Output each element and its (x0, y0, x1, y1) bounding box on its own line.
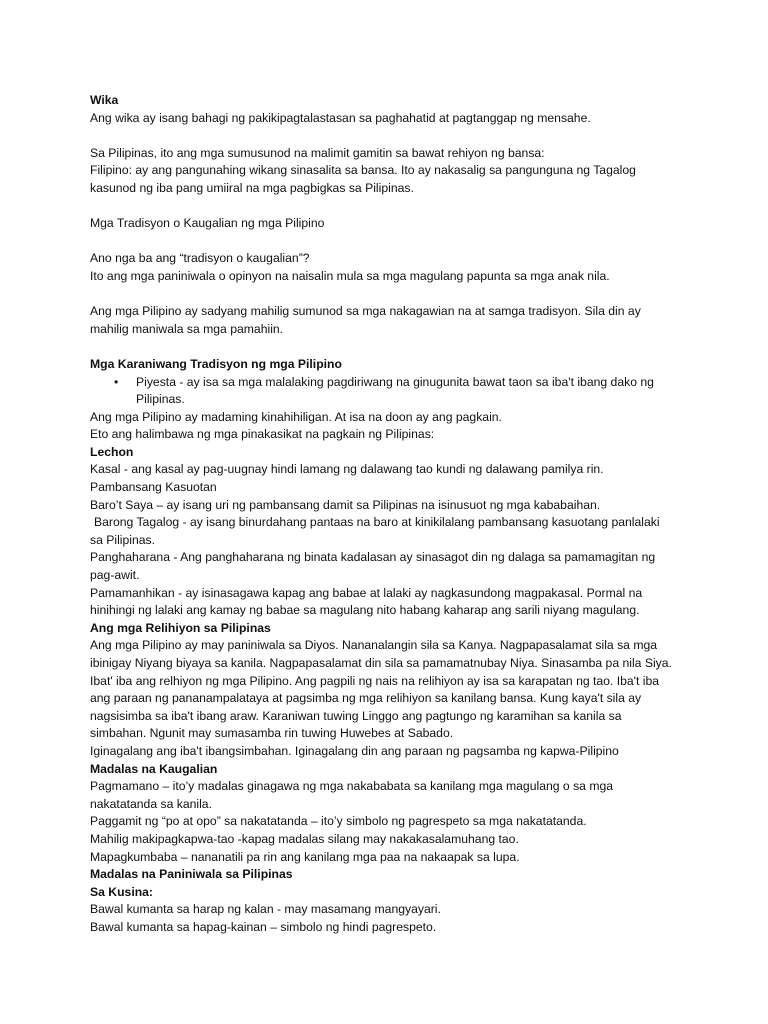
paragraph-line: Barong Tagalog - ay isang binurdahang pantaas na baro at kinikilalang pambansang kasuotang panlalaki (94, 515, 660, 530)
paragraph-line: sa Pilipinas. (90, 532, 156, 547)
paragraph-line: nagsisimba sa iba't ibang araw. Karaniwan tuwing Linggo ang pagtungo ng karamihan sa kanila sa (90, 708, 622, 723)
paragraph-line: Pamamanhikan - ay isinasagawa kapag ang babae at lalaki ay nagkasundong magpakasal. Pormal na (90, 585, 643, 600)
blank-line (90, 233, 690, 251)
paragraph-line: Mahilig makipagkapwa-tao -kapag madalas silang may nakakasalamuhang tao. (90, 831, 519, 846)
section-line: Mga Tradisyon o Kaugalian ng mga Pilipino (90, 216, 325, 231)
bullet-list (90, 374, 690, 409)
paragraph-line: Sa Pilipinas, ito ang mga sumusunod na malimit gamitin sa bawat rehiyon ng bansa: (90, 145, 545, 160)
paragraph-line: mahilig maniwala sa mga pamahiin. (90, 321, 284, 336)
document-body (90, 92, 690, 937)
section-heading: Madalas na Paniniwala sa Pilipinas (90, 867, 293, 882)
paragraph-line: Ang mga Pilipino ay may paniniwala sa Diyos. Nananalangin sila sa Kanya. Nagpapasalamat sila sa mga (90, 638, 658, 653)
bullet-item (90, 374, 690, 409)
section-heading: Ang mga Relihiyon sa Pilipinas (90, 620, 271, 635)
bullet-text: Pilipinas. (136, 392, 185, 407)
paragraph-line: Ang mga Pilipino ay sadyang mahilig sumunod sa mga nakagawian na at samga tradisyon. Sila din ay (90, 304, 641, 319)
paragraph-line: Panghaharana - Ang panghaharana ng binata kadalasan ay sinasagot din ng dalaga sa pamamagitan ng (90, 550, 656, 565)
paragraph-line: hinihingi ng lalaki ang kamay ng babae sa magulang nito habang kaharap ang sarili niyang magulang. (90, 603, 640, 618)
paragraph-line: Ito ang mga paniniwala o opinyon na naisalin mula sa mga magulang papunta sa mga anak nila. (90, 268, 610, 283)
paragraph-line: Kasal - ang kasal ay pag-uugnay hindi lamang ng dalawang tao kundi ng dalawang pamilya rin. (90, 462, 604, 477)
bullet-icon: • (114, 374, 119, 389)
paragraph-line: Eto ang halimbawa ng mga pinakasikat na pagkain ng Pilipinas: (90, 427, 435, 442)
paragraph-line: Paggamit ng “po at opo” sa nakatatanda – ito’y simbolo ng pagrespeto sa mga nakatatanda. (90, 814, 587, 829)
paragraph-line: Ang mga Pilipino ay madaming kinahihiligan. At isa na doon ay ang pagkain. (90, 409, 502, 424)
paragraph-line: Iginagalang ang iba't ibangsimbahan. Iginagalang din ang paraan ng pagsamba ng kapwa-Pilipino (90, 743, 619, 758)
section-heading: Madalas na Kaugalian (90, 761, 218, 776)
paragraph-line: simbahan. Ngunit may sumasamba rin tuwing Huwebes at Sabado. (90, 726, 454, 741)
paragraph-line: ibinigay Niyang biyaya sa kanila. Nagpapasalamat din sila sa pamamatnubay Niya. Sinasamba pa nila Siya. (90, 656, 672, 670)
blank-line (90, 198, 690, 216)
blank-line (90, 127, 690, 145)
document-title: Wika (90, 93, 119, 107)
paragraph-line: Baro’t Saya – ay isang uri ng pambansang damit sa Pilipinas na isinusuot ng mga kababaihan. (90, 497, 601, 512)
paragraph-line: pag-awit. (90, 568, 140, 583)
bullet-text: Piyesta - ay isa sa mga malalaking pagdiriwang na ginugunita bawat taon sa iba't ibang dako ng (136, 374, 654, 389)
paragraph-line: Pambansang Kasuotan (90, 480, 217, 495)
subsection-heading: Sa Kusina: (90, 884, 153, 899)
paragraph-line: kasunod ng iba pang umiiral na mga pagbigkas sa Pilipinas. (90, 180, 414, 195)
paragraph-line: Bawal kumanta sa harap ng kalan - may masamang mangyayari. (90, 902, 441, 917)
paragraph-line: Ibat' iba ang relhiyon ng mga Pilipino. Ang pagpili ng nais na relihiyon ay isa sa karapatan ng tao. Iba't iba (90, 673, 660, 688)
paragraph-line: Bawal kumanta sa hapag-kainan – simbolo ng hindi pagrespeto. (90, 919, 437, 934)
section-heading: Lechon (90, 444, 134, 459)
paragraph-line: ang paraan ng pananampalataya at pagsimba ng mga relihiyon sa kanilang bansa. Kung kaya't sila ay (90, 691, 642, 706)
paragraph-line: Ano nga ba ang “tradisyon o kaugalian”? (90, 251, 310, 266)
blank-line (90, 338, 690, 356)
paragraph-line: Filipino: ay ang pangunahing wikang sinasalita sa bansa. Ito ay nakasalig sa pangunguna ng Tagalog (90, 163, 636, 178)
paragraph-line: Pagmamano – ito’y madalas ginagawa ng mga nakababata sa kanilang mga magulang o sa mga (90, 779, 614, 794)
blank-line (90, 286, 690, 304)
paragraph-line: nakatatanda sa kanila. (90, 796, 212, 811)
paragraph-line: Ang wika ay isang bahagi ng pakikipagtalastasan sa paghahatid at pagtanggap ng mensahe. (90, 110, 591, 125)
paragraph-line: Mapagkumbaba – nananatili pa rin ang kanilang mga paa na nakaapak sa lupa. (90, 849, 520, 864)
section-heading: Mga Karaniwang Tradisyon ng mga Pilipino (90, 356, 342, 371)
